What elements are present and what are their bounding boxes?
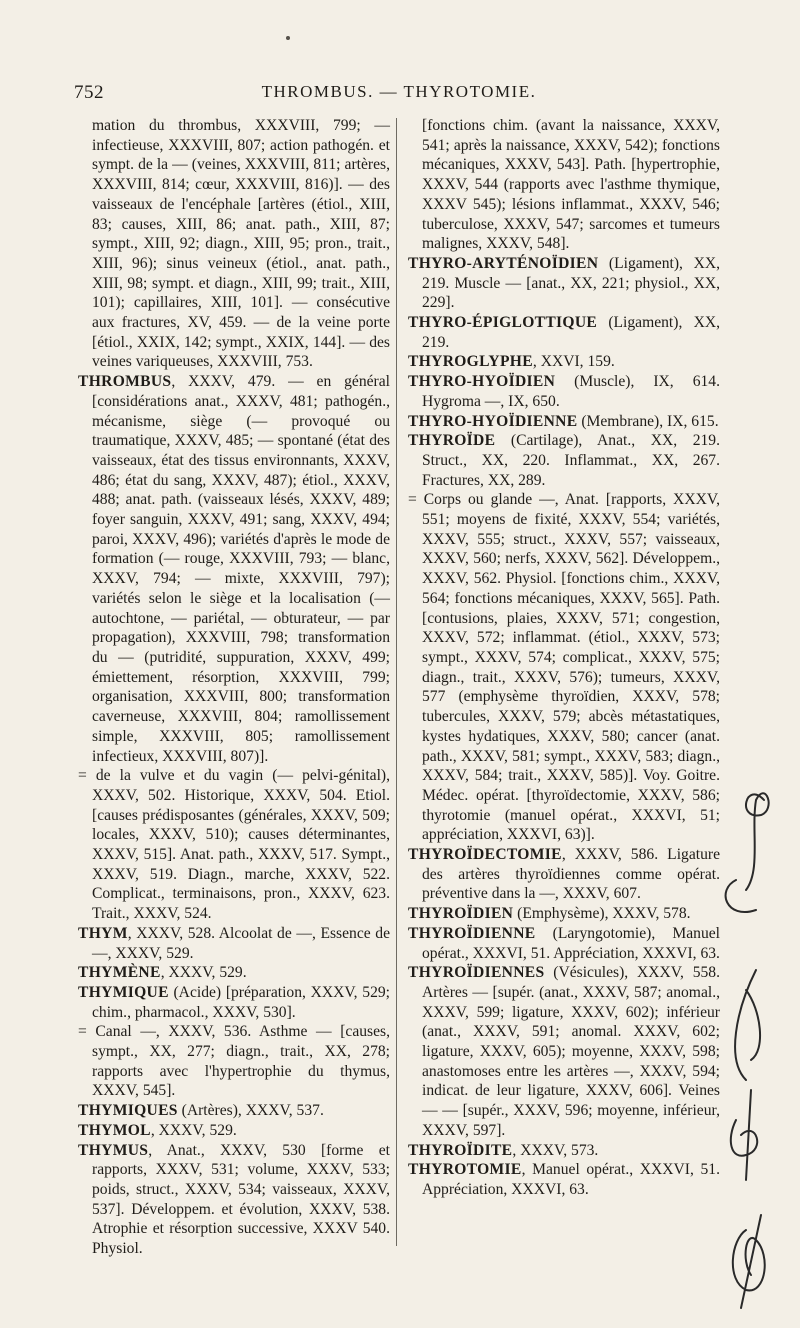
entry-text: , XXXV, 586. Ligature des artères thyroïdiennes comme opérat. préventive dans la —, XXXV, 607.	[422, 846, 720, 903]
index-entry	[408, 924, 720, 963]
index-entry	[78, 1101, 390, 1121]
entry-text: (Emphysème), XXXV, 578.	[513, 905, 691, 923]
entry-headword: THYRO-HYOÏDIEN	[408, 373, 556, 391]
index-entry	[78, 372, 390, 766]
entry-headword: THYROÏDECTOMIE	[408, 846, 562, 864]
left-column	[78, 116, 390, 1259]
index-entry	[408, 313, 720, 352]
entry-headword: THYMÈNE	[78, 964, 161, 982]
index-entry	[78, 116, 390, 372]
entry-text: (Ligament), XX, 219. Muscle — [anat., XX, 221; physiol., XX, 229].	[422, 254, 720, 312]
index-entry	[408, 372, 720, 411]
entry-text: (Laryngotomie), Manuel opérat., XXXVI, 51. Appréciation, XXXVI, 63.	[422, 924, 720, 962]
index-entry	[408, 1160, 720, 1199]
entry-text: , XXXV, 528. Alcoolat de —, Essence de —, XXXV, 529.	[92, 924, 390, 962]
index-entry	[408, 963, 720, 1140]
page-number: 752	[74, 82, 104, 103]
index-entry	[78, 924, 390, 963]
entry-text: [fonctions chim. (avant la naissance, XXXV, 541; après la naissance, XXXV, 542); fonctions mécaniques, XXXV, 543]. Path. [hypertrophie, XXXV, 544 (rapports avec l'asthme thymique, XXXV 545); lésions inflammat., XXXV, 546; tuberculose, XXXV, 547; sarcomes et tumeurs malignes, XXXV, 548].	[422, 117, 720, 253]
running-head: THROMBUS. — THYROTOMIE.	[261, 82, 537, 101]
index-entry	[408, 845, 720, 904]
entry-text: (Muscle), IX, 614. Hygroma —, IX, 650.	[422, 373, 720, 410]
index-entry	[408, 431, 720, 490]
index-entry	[78, 983, 390, 1022]
entry-text: (Cartilage), Anat., XX, 219. Struct., XX, 220. Inflammat., XX, 267. Fractures, XX, 289.	[422, 432, 720, 489]
entry-headword: THYRO-ÉPIGLOTTIQUE	[408, 314, 598, 332]
entry-headword: THYROÏDIEN	[408, 905, 514, 923]
index-entry	[78, 963, 390, 983]
index-entry	[78, 1022, 390, 1101]
entry-text: , Anat., XXXV, 530 [forme et rapports, XXXV, 531; volume, XXXV, 533; poids, struct., XXXV, 534; vaisseaux, XXXV, 537]. Développem. et évolution, XXXV, 538. Atrophie et résorption successive, XXXV 540. Physiol.	[92, 1141, 390, 1258]
entry-headword: THYM	[78, 924, 128, 942]
entry-headword: THYROTOMIE	[408, 1161, 522, 1179]
entry-headword: THYROÏDIENNES	[408, 964, 545, 982]
entry-text: = Canal —, XXXV, 536. Asthme — [causes, sympt., XX, 277; diagn., trait., XX, 278; rapports avec l'hypertrophie du thymus, XXXV, 545].	[78, 1023, 390, 1100]
entry-text: mation du thrombus, XXXVIII, 799; — infectieuse, XXXVIII, 807; action pathogén. et sympt. de la — (veines, XXXVIII, 811; artères, XXXVIII, 814; cœur, XXXVIII, 816)]. — des vaisseaux de l'encéphale [artères (étiol., XIII, 83; causes, XIII, 86; anat. path., XIII, 87; sympt., XIII, 92; diagn., XIII, 95; pron., trait., XIII, 96); sinus veineux (étiol., anat. path., XIII, 98; sympt. et diagn., XIII, 99; trait., XIII, 101); capillaires, XIII, 101]. — consécutive aux fractures, XV, 459. — de la veine porte [étiol., XXIX, 142; sympt., XXIX, 144]. — des veines variqueuses, XXXVIII, 753.	[92, 117, 390, 371]
index-entry	[78, 766, 390, 924]
index-entry	[408, 116, 720, 254]
index-entry	[408, 904, 720, 924]
entry-text: = Corps ou glande —, Anat. [rapports, XXXV, 551; moyens de fixité, XXXV, 554; variétés, XXXV, 555; struct., XXXV, 557; vaisseaux, XXXV, 560; nerfs, XXXV, 562]. Développem., XXXV, 562. Physiol. [fonctions chim., XXXV, 564; fonctions mécaniques, XXXV, 565]. Path. [contusions, plaies, XXXV, 571; congestion, XXXV, 572; inflammat. (étiol., XXXV, 573; sympt., XXXV, 574; complicat., XXXV, 575; diagn., trait., XXXV, 576); tumeurs, XXXV, 577 (emphysème thyroïdien, XXXV, 578; tubercules, XXXV, 579; abcès métastatiques, kystes hydatiques, XXXV, 580; cancer (anat. path., XXXV, 581; sympt., XXXV, 583; diagn., XXXV, 584; trait., XXXV, 585)]. Voy. Goitre. Médec. opérat. [thyroïdectomie, XXXV, 586; thyrotomie (manuel opérat., XXXVI, 51; appréciation, XXXVI, 63)].	[408, 491, 720, 844]
entry-text: (Artères), XXXV, 537.	[177, 1102, 324, 1120]
entry-text: , Manuel opérat., XXXVI, 51. Appréciation, XXXVI, 63.	[422, 1161, 720, 1198]
entry-headword: THYMIQUES	[78, 1102, 178, 1120]
entry-headword: THYRO-ARYTÉNOÏDIEN	[408, 254, 599, 272]
entry-headword: THYROÏDIENNE	[408, 924, 536, 942]
index-entry	[408, 352, 720, 372]
entry-text: (Ligament), XX, 219.	[422, 314, 720, 351]
index-entry	[408, 412, 720, 432]
page-header	[74, 82, 724, 108]
index-entry	[408, 254, 720, 313]
right-column	[408, 116, 720, 1200]
entry-headword: THYROÏDE	[408, 432, 496, 450]
pencil-annotation-marks	[706, 760, 796, 1320]
index-entry	[408, 1141, 720, 1161]
index-entry	[408, 490, 720, 845]
entry-text: = de la vulve et du vagin (— pelvi-génital), XXXV, 502. Historique, XXXV, 504. Etiol. [causes prédisposantes (générales, XXXV, 509; locales, XXXV, 510); causes déterminantes, XXXV, 515]. Anat. path., XXXV, 517. Sympt., XXXV, 519. Diagn., marche, XXXV, 522. Complicat., terminaisons, pron., XXXV, 623. Trait., XXXV, 524.	[78, 767, 390, 923]
entry-text: , XXXV, 479. — en général [considérations anat., XXXV, 481; pathogén., mécanisme, siège (— provoqué ou traumatique, XXXV, 485; — spontané (état des vaisseaux, état des tissus environnants, XXXV, 486; état du sang, XXXV, 487); étiol., XXXV, 488; anat. path. (vaisseaux lésés, XXXV, 489; foyer sanguin, XXXV, 491; sang, XXXV, 494; paroi, XXXV, 496); variétés d'après le mode de formation (— rouge, XXXVIII, 793; — blanc, XXXV, 794; — mixte, XXXVIII, 797); variétés selon le siège et la localisation (— autochtone, — pariétal, — obturateur, — par propagation), XXXVIII, 798; transformation du — (putridité, suppuration, XXXV, 499; émiettement, résorption, XXXVIII, 799; organisation, XXXVIII, 800; transformation caverneuse, XXXVIII, 804; ramollissement simple, XXXVIII, 805; ramollissement infectieux, XXXVIII, 807)].	[92, 373, 390, 765]
entry-headword: THYRO-HYOÏDIENNE	[408, 412, 578, 430]
entry-text: , XXXV, 573.	[512, 1141, 599, 1159]
index-entry	[78, 1141, 390, 1259]
entry-text: , XXXV, 529.	[160, 964, 247, 982]
entry-text: (Membrane), IX, 615.	[577, 412, 719, 430]
index-entry	[78, 1121, 390, 1141]
entry-headword: THROMBUS	[78, 373, 172, 391]
column-divider	[396, 118, 397, 1246]
entry-text: (Acide) [préparation, XXXV, 529; chim., pharmacol., XXXV, 530].	[92, 983, 390, 1021]
entry-text: (Vésicules), XXXV, 558. Artères — [supér. (anat., XXXV, 587; anomal., XXXV, 599; ligature, XXXV, 602); inférieur (anat., XXXV, 591; anomal. XXXV, 602; ligature, XXXV, 605); moyenne, XXXV, 598; anastomoses entre les artères —, XXXV, 594; indicat. de leur ligature, XXXV, 606]. Veines — — [supér., XXXV, 596; moyenne, inférieur, XXXV, 597].	[422, 964, 720, 1139]
ink-speck	[286, 36, 290, 40]
entry-headword: THYROGLYPHE	[408, 353, 533, 371]
entry-headword: THYMOL	[78, 1121, 151, 1139]
entry-text: , XXVI, 159.	[532, 353, 615, 371]
entry-headword: THYMIQUE	[78, 983, 169, 1001]
entry-headword: THYROÏDITE	[408, 1141, 513, 1159]
entry-headword: THYMUS	[78, 1141, 149, 1159]
entry-text: , XXXV, 529.	[150, 1121, 237, 1139]
